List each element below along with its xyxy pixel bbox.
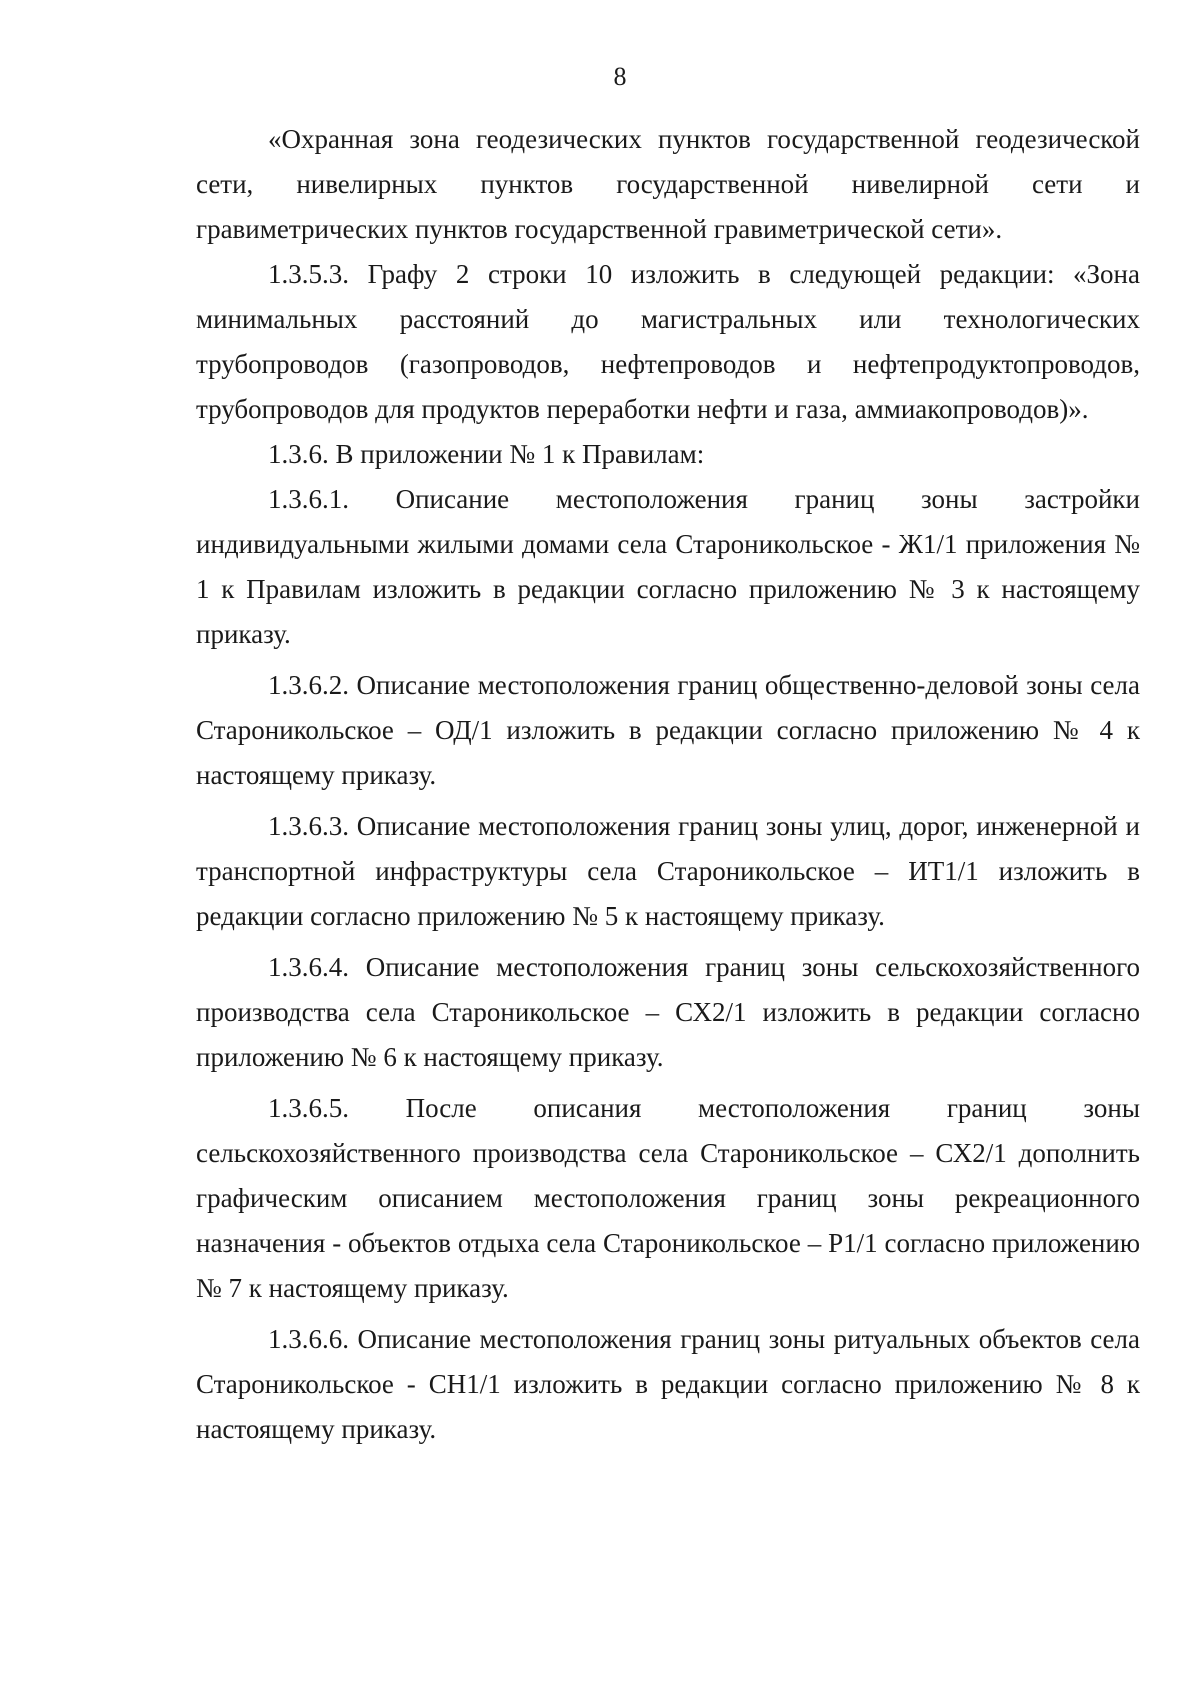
paragraph-protected-zone-name: «Охранная зона геодезических пунктов государственной геодезической сети, нивелирных пунктов государственной нивелирной сети и гравиметрических пунктов государственной гравиметрической сети».	[196, 124, 1140, 244]
paragraph-1-3-6-6: 1.3.6.6. Описание местоположения границ зоны ритуальных объектов села Староникольское - СН1/1 изложить в редакции согласно приложению № 8 к настоящему приказу.	[196, 1324, 1140, 1444]
page-number: 8	[613, 62, 627, 91]
document-body	[196, 117, 1140, 1452]
paragraph-1-3-6-5: 1.3.6.5. После описания местоположения границ зоны сельскохозяйственного производства села Староникольское – СХ2/1 дополнить графическим описанием местоположения границ зоны рекреационного назначения - объектов отдыха села Староникольское – Р1/1 согласно приложению № 7 к настоящему приказу.	[196, 1093, 1140, 1303]
paragraph-1-3-6-1: 1.3.6.1. Описание местоположения границ зоны застройки индивидуальными жилыми домами села Староникольское - Ж1/1 приложения № 1 к Правилам изложить в редакции согласно приложению № 3 к настоящему приказу.	[196, 484, 1140, 649]
paragraph-1-3-5-3: 1.3.5.3. Графу 2 строки 10 изложить в следующей редакции: «Зона минимальных расстояний до магистральных или технологических трубопроводов (газопроводов, нефтепроводов и нефтепродуктопроводов, трубопроводов для продуктов переработки нефти и газа, аммиакопроводов)».	[196, 259, 1140, 424]
paragraph-1-3-6-2: 1.3.6.2. Описание местоположения границ общественно-деловой зоны села Староникольское – ОД/1 изложить в редакции согласно приложению № 4 к настоящему приказу.	[196, 670, 1140, 790]
paragraph-1-3-6-3: 1.3.6.3. Описание местоположения границ зоны улиц, дорог, инженерной и транспортной инфраструктуры села Староникольское – ИТ1/1 изложить в редакции согласно приложению № 5 к настоящему приказу.	[196, 811, 1140, 931]
paragraph-1-3-6-4: 1.3.6.4. Описание местоположения границ зоны сельскохозяйственного производства села Староникольское – СХ2/1 изложить в редакции согласно приложению № 6 к настоящему приказу.	[196, 952, 1140, 1072]
paragraph-1-3-6: 1.3.6. В приложении № 1 к Правилам:	[268, 439, 705, 469]
